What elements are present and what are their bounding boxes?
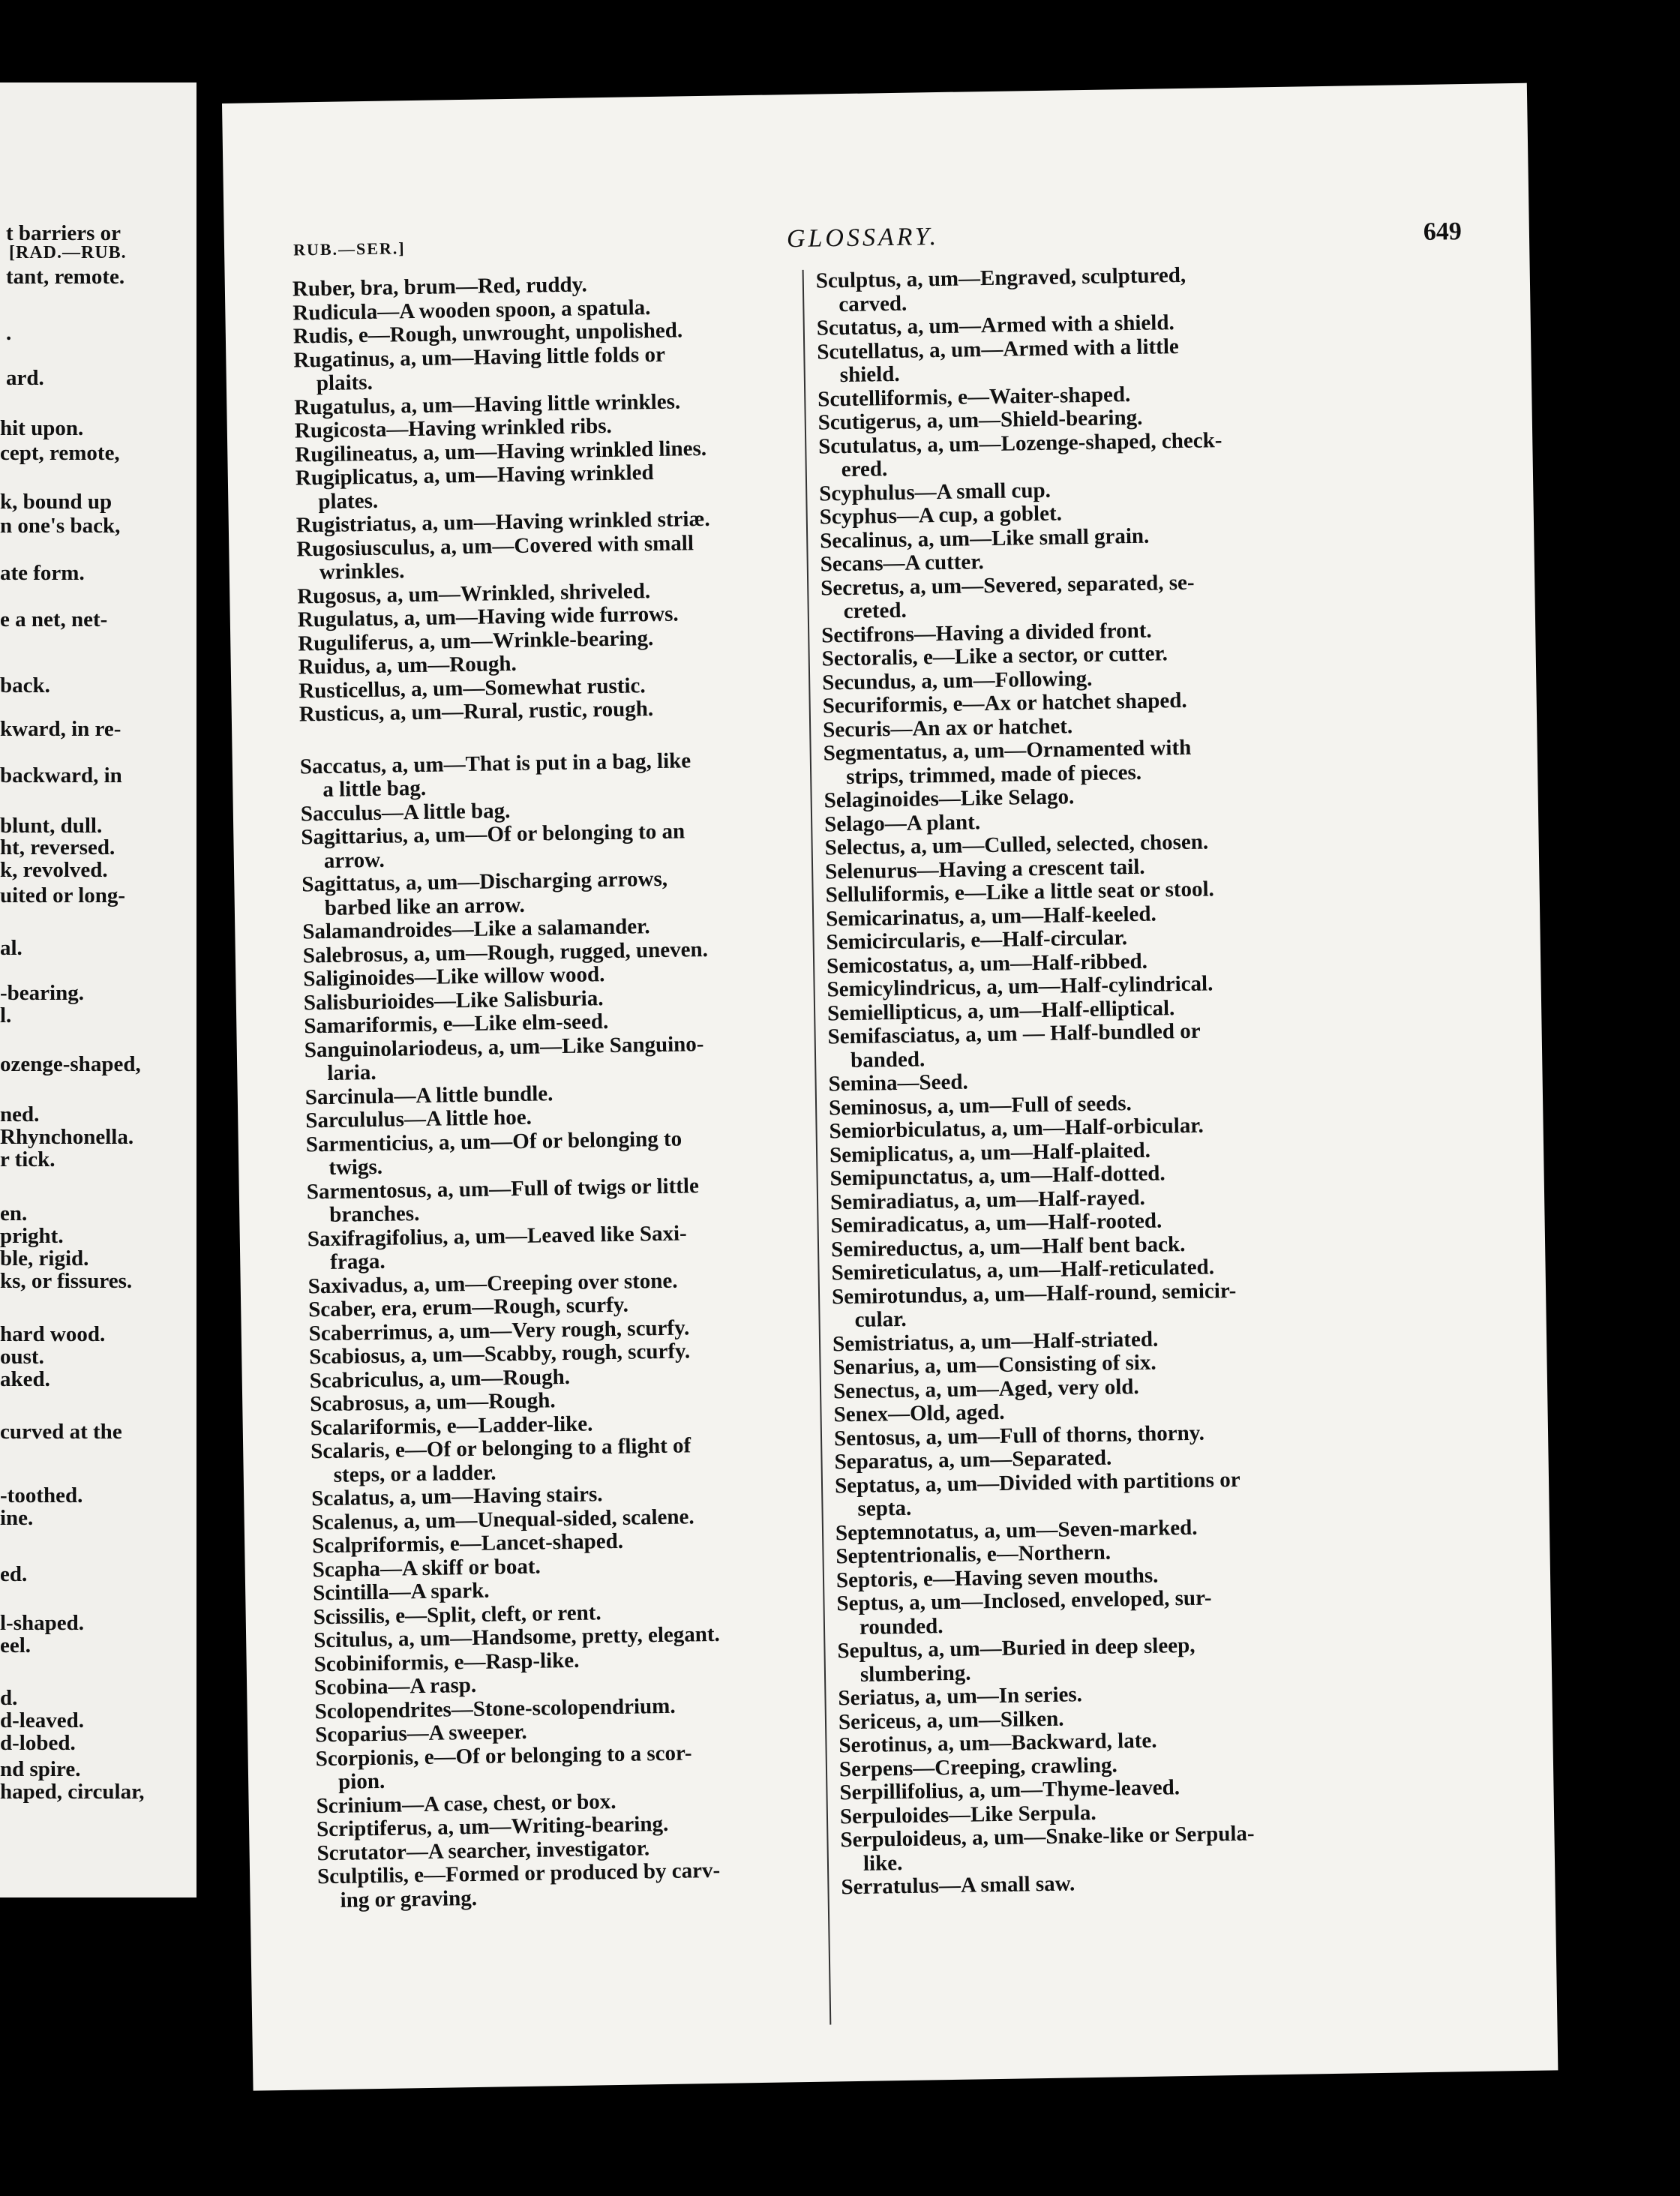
facing-page-line: r tick. [0, 1148, 56, 1172]
entry-continuation: pion. [338, 1768, 386, 1794]
entry-text: Rugatinus, a, um—Having little folds or [293, 342, 666, 373]
entry-text: Secalinus, a, um—Like small grain. [820, 524, 1150, 554]
entry-text: Scutelliformis, e—Waiter-shaped. [818, 382, 1131, 412]
facing-page-line: d-lobed. [0, 1731, 76, 1755]
entry-continuation: steps, or a ladder. [333, 1460, 496, 1487]
entry-text: Semicircularis, e—Half-circular. [826, 926, 1128, 955]
entry-continuation: creted. [843, 598, 907, 624]
entry-continuation: carved. [838, 291, 908, 316]
entry-text: Semicarinatus, a, um—Half-keeled. [825, 902, 1156, 931]
entry-text: Scaber, era, erum—Rough, scurfy. [308, 1292, 629, 1322]
facing-page-line: ht, reversed. [0, 836, 116, 860]
entry-text: Scorpionis, e—Of or belonging to a scor- [315, 1740, 692, 1771]
facing-page-line: nd spire. [0, 1757, 81, 1781]
entry-text: Seminosus, a, um—Full of seeds. [828, 1090, 1132, 1120]
facing-page-line: ard. [6, 366, 44, 390]
entry-continuation: plaits. [316, 370, 374, 396]
entry-text: Sectoralis, e—Like a sector, or cutter. [821, 641, 1168, 671]
entry-text: Saxifragifolius, a, um—Leaved like Saxi- [307, 1220, 687, 1251]
entry-text: Rudis, e—Rough, unwrought, unpolished. [292, 318, 683, 349]
entry-text: Scutatus, a, um—Armed with a shield. [816, 310, 1174, 340]
entry-text: Segmentatus, a, um—Ornamented with [823, 735, 1192, 766]
entry-text: Scobina—A rasp. [314, 1672, 477, 1700]
entry-text: Rusticellus, a, um—Somewhat rustic. [298, 673, 646, 703]
entry-text: Semicostatus, a, um—Half-ribbed. [826, 949, 1148, 978]
facing-page-line: hard wood. [0, 1322, 106, 1346]
entry-text: Selenurus—Having a crescent tail. [824, 854, 1145, 884]
entry-text: Semipunctatus, a, um—Half-dotted. [830, 1161, 1166, 1191]
entry-text: Secans—A cutter. [820, 550, 985, 577]
glossary-entry [818, 428, 1316, 482]
entry-text: Rusticus, a, um—Rural, rustic, rough. [298, 697, 654, 727]
facing-page-line: curved at the [0, 1420, 122, 1444]
glossary-entry [820, 569, 1318, 624]
facing-page-line: . [6, 321, 12, 345]
entry-text: Semiellipticus, a, um—Half-elliptical. [826, 995, 1175, 1025]
entry-text: Sentosus, a, um—Full of thorns, thorny. [833, 1420, 1205, 1450]
entry-text: Senectus, a, um—Aged, very old. [832, 1374, 1139, 1403]
glossary-entry [307, 1173, 796, 1228]
facing-page-line: oust. [0, 1345, 44, 1369]
entry-text: Ruguliferus, a, um—Wrinkle-bearing. [298, 626, 654, 656]
entry-continuation: fraga. [330, 1249, 386, 1274]
facing-page-line: k, bound up [0, 490, 112, 514]
glossary-entry [823, 734, 1320, 789]
entry-text: Semireticulatus, a, um—Half-reticulated. [831, 1255, 1215, 1286]
entry-text: Scrutator—A searcher, investigator. [316, 1835, 650, 1865]
glossary-entry [832, 1278, 1329, 1333]
entry-text: Semicylindricus, a, um—Half-cylindrical. [826, 971, 1214, 1002]
entry-text: Semiplicatus, a, um—Half-plaited. [829, 1138, 1151, 1167]
entry-continuation: barbed like an arrow. [324, 892, 526, 920]
entry-text: Rugiplicatus, a, um—Having wrinkled [295, 460, 654, 490]
facing-page-line: d-leaved. [0, 1708, 84, 1732]
entry-text: Scabrosus, a, um—Rough. [310, 1388, 556, 1417]
facing-page-line: t barriers or [6, 221, 121, 245]
entry-continuation: ing or graving. [340, 1886, 478, 1912]
facing-page-line: ned. [0, 1102, 40, 1126]
entry-text: Ruidus, a, um—Rough. [298, 651, 517, 680]
entry-text: Scabiosus, a, um—Scabby, rough, scurfy. [309, 1339, 691, 1370]
entry-text: Scutigerus, a, um—Shield-bearing. [818, 405, 1143, 435]
entry-text: Sanguinolariodeus, a, um—Like Sanguino- [304, 1031, 704, 1062]
entry-text: Rugatulus, a, um—Having little wrinkles. [294, 388, 681, 420]
entry-continuation: septa. [857, 1496, 912, 1521]
facing-page-line: d. [0, 1686, 18, 1710]
glossary-entry [306, 1126, 796, 1180]
entry-text: Serratulus—A small saw. [841, 1871, 1076, 1900]
entry-continuation: shield. [839, 362, 900, 388]
facing-page-line: l-shaped. [0, 1611, 85, 1635]
entry-text: Serpillifolius, a, um—Thyme-leaved. [839, 1775, 1180, 1805]
entry-text: Scutulatus, a, um—Lozenge-shaped, check- [818, 428, 1222, 459]
entry-continuation: laria. [327, 1060, 376, 1085]
entry-text: Serpens—Creeping, crawling. [838, 1753, 1118, 1781]
entry-text: Saccatus, a, um—That is put in a bag, like [299, 748, 692, 778]
entry-text: Scapha—A skiff or boat. [312, 1554, 541, 1582]
glossary-entry [827, 1018, 1324, 1072]
glossary-entry [317, 1858, 807, 1912]
entry-text: Senarius, a, um—Consisting of six. [832, 1350, 1156, 1380]
facing-page-line: haped, circular, [0, 1780, 145, 1804]
entry-text: Sacculus—A little bag. [300, 798, 511, 826]
entry-text: Ruber, bra, brum—Red, ruddy. [292, 272, 588, 302]
entry-text: Semistriatus, a, um—Half-striated. [832, 1327, 1159, 1356]
entry-text: Scutellatus, a, um—Armed with a little [817, 334, 1179, 364]
facing-page-line: k, revolved. [0, 858, 108, 882]
entry-text: Rugosiusculus, a, um—Covered with small [296, 530, 694, 562]
entry-text: Sculptus, a, um—Engraved, sculptured, [815, 262, 1186, 293]
entry-text: Scaberrimus, a, um—Very rough, scurfy. [308, 1315, 690, 1346]
entry-text: Securis—An ax or hatchet. [822, 713, 1073, 742]
glossary-entry [835, 1466, 1332, 1521]
entry-text: Rudicula—A wooden spoon, a spatula. [292, 295, 651, 326]
glossary-column-left [292, 270, 807, 1912]
entry-text: Semireductus, a, um—Half bent back. [830, 1232, 1186, 1262]
entry-continuation: a little bag. [322, 776, 427, 802]
running-head: RUB.—SER.] [292, 238, 406, 260]
facing-page-line: ble, rigid. [0, 1246, 89, 1270]
entry-text: Separatus, a, um—Separated. [834, 1445, 1112, 1474]
entry-text: Serotinus, a, um—Backward, late. [838, 1728, 1157, 1758]
entry-text: Scalariformis, e—Ladder-like. [310, 1411, 593, 1440]
glossary-entry [308, 1220, 797, 1275]
facing-page-line: ks, or fissures. [0, 1269, 133, 1293]
entry-text: Sarmenticius, a, um—Of or belonging to [305, 1126, 682, 1156]
facing-page-line: eel. [0, 1634, 32, 1658]
facing-page-line: Rhynchonella. [0, 1125, 134, 1149]
facing-page-line: uited or long- [0, 884, 126, 908]
facing-page-line: ozenge-shaped, [0, 1052, 141, 1076]
entry-text: Sectifrons—Having a divided front. [820, 618, 1152, 648]
entry-continuation: strips, trimmed, made of pieces. [845, 760, 1142, 789]
glossary-entry [293, 341, 783, 396]
entry-text: Sagittarius, a, um—Of or belonging to an [301, 819, 686, 850]
glossary-entry [302, 866, 791, 920]
entry-text: Selago—A plant. [824, 809, 981, 837]
entry-continuation: banded. [850, 1046, 926, 1072]
entry-text: Rugosus, a, um—Wrinkled, shriveled. [297, 578, 651, 609]
facing-page-line: ed. [0, 1562, 28, 1586]
entry-text: Septus, a, um—Inclosed, enveloped, sur- [836, 1586, 1212, 1616]
entry-text: Scissilis, e—Split, cleft, or rent. [313, 1600, 602, 1629]
glossary-entry [296, 530, 786, 585]
entry-text: Rugulatus, a, um—Having wide furrows. [297, 602, 679, 632]
entry-text: Scalatus, a, um—Having stairs. [310, 1482, 603, 1511]
entry-text: Sarmentosus, a, um—Full of twigs or little [306, 1173, 700, 1204]
entry-text: Selluliformis, e—Like a little seat or stool. [825, 877, 1215, 908]
entry-continuation: wrinkles. [319, 559, 405, 585]
facing-page-line: aked. [0, 1367, 50, 1391]
entry-text: Rugistriatus, a, um—Having wrinkled striæ. [296, 506, 710, 538]
entry-text: Senex—Old, aged. [833, 1400, 1005, 1427]
glossary-entry [817, 333, 1314, 388]
facing-page-line: en. [0, 1202, 28, 1226]
entry-text: Sculptilis, e—Formed or produced by carv- [316, 1858, 721, 1889]
entry-text: Saliginoides—Like willow wood. [303, 962, 605, 992]
facing-page-line: pright. [0, 1224, 64, 1248]
entry-text: Septentrionalis, e—Northern. [836, 1540, 1112, 1569]
page-title: GLOSSARY. [786, 223, 940, 254]
entry-text: Selaginoides—Like Selago. [824, 784, 1075, 813]
entry-text: Scabriculus, a, um—Rough. [309, 1364, 571, 1393]
entry-text: Secundus, a, um—Following. [821, 666, 1093, 695]
glossary-entry [840, 1821, 1337, 1876]
entry-text: Saxivadus, a, um—Creeping over stone. [308, 1268, 678, 1298]
entry-text: Salebrosus, a, um—Rough, rugged, uneven. [302, 937, 709, 968]
facing-page-line: back. [0, 674, 50, 698]
entry-continuation: rounded. [859, 1613, 944, 1640]
entry-text: Scalaris, e—Of or belonging to a flight of [310, 1433, 692, 1464]
entry-continuation: slumbering. [860, 1660, 971, 1687]
entry-text: Septemnotatus, a, um—Seven-marked. [835, 1515, 1198, 1545]
entry-continuation: cular. [854, 1306, 907, 1332]
facing-page-line: -toothed. [0, 1484, 83, 1508]
entry-text: Scyphulus—A small cup. [819, 478, 1052, 506]
entry-text: Serpuloides—Like Serpula. [839, 1800, 1096, 1828]
entry-text: Septatus, a, um—Divided with partitions or [834, 1467, 1240, 1498]
facing-page-line: al. [0, 936, 22, 960]
entry-continuation: ered. [841, 457, 888, 482]
entry-text: Rugilineatus, a, um—Having wrinkled lines. [295, 436, 707, 467]
glossary-entry [301, 818, 790, 873]
entry-text: Scrinium—A case, chest, or box. [316, 1789, 616, 1818]
facing-page-line: -bearing. [0, 981, 84, 1005]
entry-text: Rugicosta—Having wrinkled ribs. [294, 413, 613, 443]
facing-page-line: e a net, net- [0, 608, 108, 632]
entry-text: Scobiniformis, e—Rasp-like. [314, 1648, 580, 1676]
facing-page-line: n one's back, [0, 514, 121, 538]
facing-page-left [0, 82, 196, 1898]
glossary-entry [304, 1031, 794, 1086]
entry-text: Scoparius—A sweeper. [314, 1719, 527, 1748]
facing-page-line: cept, remote, [0, 441, 120, 465]
entry-text: Semirotundus, a, um—Half-round, semicir- [831, 1278, 1237, 1309]
entry-text: Salisburioides—Like Salisburia. [303, 986, 604, 1015]
entry-text: Scriptiferus, a, um—Writing-bearing. [316, 1811, 669, 1842]
facing-page-line: ate form. [0, 561, 85, 585]
glossary-entry [836, 1585, 1334, 1640]
entry-text: Semiorbiculatus, a, um—Half-orbicular. [829, 1113, 1204, 1144]
entry-continuation: twigs. [328, 1154, 383, 1180]
facing-page-line: tant, remote. [6, 265, 125, 289]
glossary-entry [837, 1632, 1334, 1687]
entry-text: Sericeus, a, um—Silken. [838, 1706, 1064, 1734]
entry-text: Scalpriformis, e—Lancet-shaped. [311, 1528, 624, 1558]
entry-continuation: arrow. [323, 848, 385, 873]
entry-text: Sepultus, a, um—Buried in deep sleep, [837, 1633, 1196, 1664]
entry-text: Semifasciatus, a, um — Half-bundled or [827, 1018, 1201, 1049]
glossary-column-right [816, 262, 1338, 1900]
entry-text: Scyphus—A cup, a goblet. [819, 501, 1063, 530]
glossary-entry [315, 1740, 805, 1795]
entry-text: Secretus, a, um—Severed, separated, se- [820, 570, 1195, 601]
entry-text: Samariformis, e—Like elm-seed. [304, 1010, 609, 1039]
entry-continuation: like. [862, 1850, 903, 1876]
facing-page-line: backward, in [0, 764, 122, 788]
glossary-entry [816, 262, 1313, 316]
facing-page-line: blunt, dull. [0, 814, 103, 838]
entry-text: Sarcinula—A little bundle. [304, 1081, 554, 1109]
entry-text: Serpuloideus, a, um—Snake-like or Serpula- [840, 1821, 1255, 1852]
entry-text: Semiradiatus, a, um—Half-rayed. [830, 1185, 1145, 1214]
page-number: 649 [1423, 218, 1462, 246]
facing-page-running-head: [RAD.—RUB. [9, 243, 127, 262]
entry-text: Securiformis, e—Ax or hatchet shaped. [822, 688, 1187, 718]
entry-text: Sagittatus, a, um—Discharging arrows, [302, 866, 668, 897]
glossary-entry [310, 1432, 800, 1487]
entry-text: Seriatus, a, um—In series. [838, 1682, 1083, 1711]
entry-text: Semina—Seed. [828, 1070, 968, 1096]
glossary-page [222, 83, 1558, 2091]
entry-text: Septoris, e—Having seven mouths. [836, 1563, 1159, 1592]
entry-text: Scitulus, a, um—Handsome, pretty, elegant. [313, 1622, 721, 1653]
entry-text: Scolopendrites—Stone-scolopendrium. [314, 1694, 676, 1724]
entry-text: Salamandroides—Like a salamander. [302, 914, 650, 944]
glossary-entry [296, 459, 785, 514]
entry-continuation: plates. [318, 488, 379, 514]
entry-text: Selectus, a, um—Culled, selected, chosen. [824, 830, 1209, 860]
glossary-entry [300, 748, 790, 802]
facing-page-line: ine. [0, 1506, 34, 1530]
entry-text: Semiradicatus, a, um—Half-rooted. [830, 1208, 1162, 1238]
entry-text: Sarcululus—A little hoe. [305, 1105, 532, 1133]
entry-text: Scintilla—A spark. [312, 1578, 490, 1606]
entry-continuation: branches. [329, 1202, 420, 1227]
facing-page-line: l. [0, 1004, 12, 1028]
facing-page-line: kward, in re- [0, 717, 122, 741]
entry-text: Scalenus, a, um—Unequal-sided, scalene. [311, 1504, 694, 1534]
facing-page-line: hit upon. [0, 416, 84, 440]
